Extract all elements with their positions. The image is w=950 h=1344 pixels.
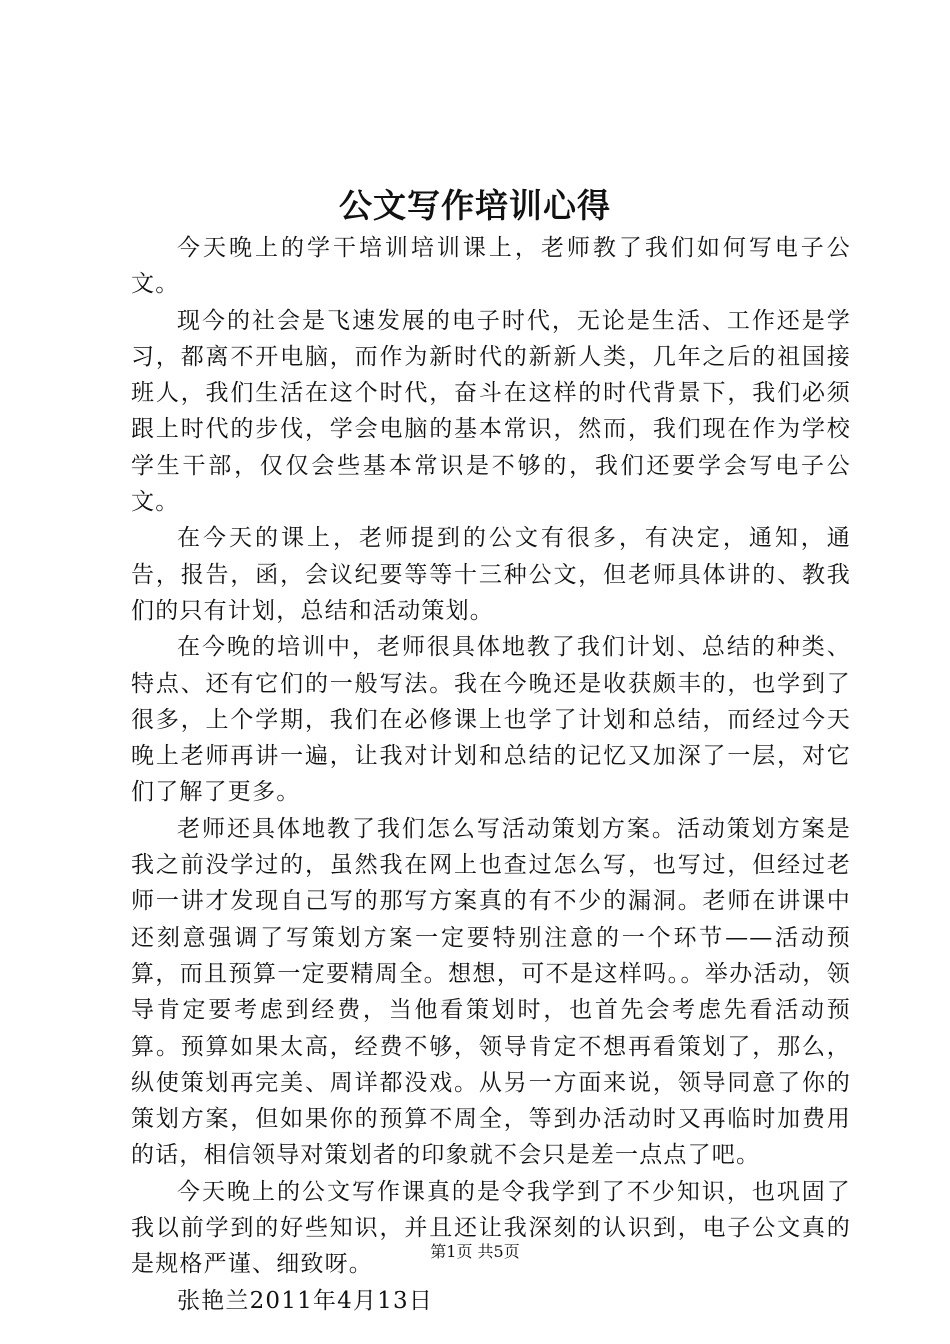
paragraph-era: 现今的社会是飞速发展的电子时代，无论是生活、工作还是学习，都离不开电脑，而作为新时代的新新人类，几年之后的祖国接班人，我们生活在这个时代，奋斗在这样的时代背景下，我们必须跟上时代的步伐，学会电脑的基本常识，然而，我们现在作为学校学生干部，仅仅会些基本常识是不够的，我们还要学会写电子公文。 xyxy=(131,307,851,516)
page-footer: 第1页 共5页 xyxy=(430,1242,520,1261)
paragraph-plan-summary: 在今晚的培训中，老师很具体地教了我们计划、总结的种类、特点、还有它们的一般写法。我在今晚还是收获颇丰的，也学到了很多，上个学期，我们在必修课上也学了计划和总结，而经过今天晚上老师再讲一遍，让我对计划和总结的记忆又加深了一层，对它们了解了更多。 xyxy=(131,634,851,806)
document-body xyxy=(131,230,851,1319)
document-title: 公文写作培训心得 xyxy=(339,186,611,225)
paragraph-conclusion: 今天晚上的公文写作课真的是令我学到了不少知识，也巩固了我以前学到的好些知识，并且还让我深刻的认识到，电子公文真的是规格严谨、细致呀。 xyxy=(131,1178,851,1278)
paragraph-intro: 今天晚上的学干培训培训课上，老师教了我们如何写电子公文。 xyxy=(131,235,851,298)
paragraph-document-types: 在今天的课上，老师提到的公文有很多，有决定，通知，通告，报告，函，会议纪要等等十三种公文，但老师具体讲的、教我们的只有计划，总结和活动策划。 xyxy=(131,525,851,624)
signature-date: 张艳兰2011年4月13日 xyxy=(177,1287,434,1314)
paragraph-event-planning: 老师还具体地教了我们怎么写活动策划方案。活动策划方案是我之前没学过的，虽然我在网上也查过怎么写，也写过，但经过老师一讲才发现自己写的那写方案真的有不少的漏洞。老师在讲课中还刻意强调了写策划方案一定要特别注意的一个环节——活动预算，而且预算一定要精周全。想想，可不是这样吗。。举办活动，领导肯定要考虑到经费，当他看策划时，也首先会考虑先看活动预算。预算如果太高，经费不够，领导肯定不想再看策划了，那么，纵使策划再完美、周详都没戏。从另一方面来说，领导同意了你的策划方案，但如果你的预算不周全，等到办活动时又再临时加费用的话，相信领导对策划者的印象就不会只是差一点点了吧。 xyxy=(131,815,851,1169)
